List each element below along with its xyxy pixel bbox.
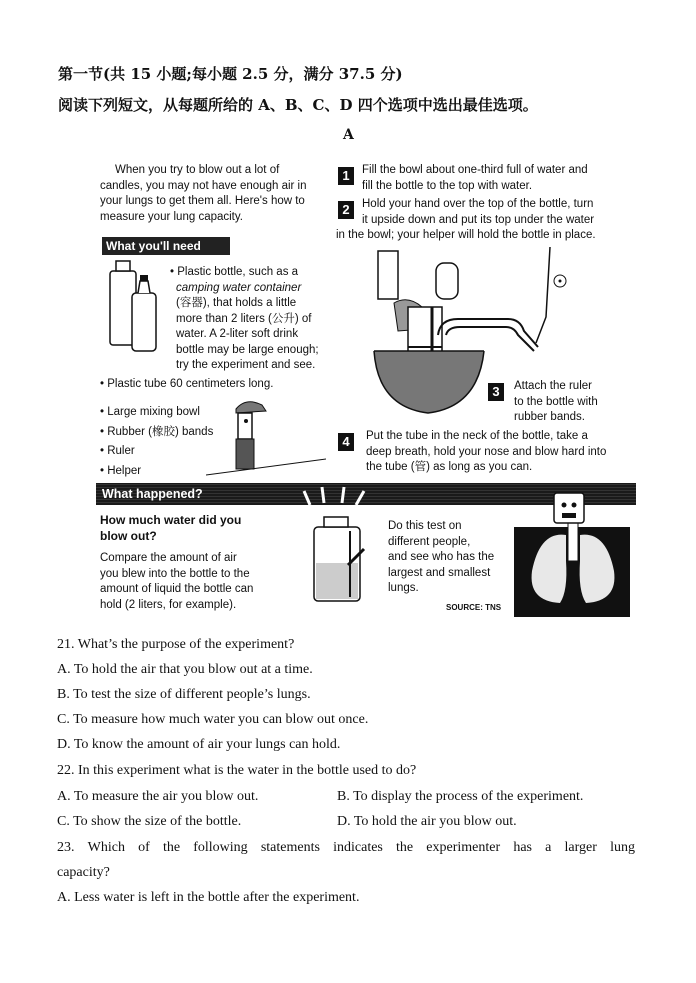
option: D. To know the amount of air your lungs can hold. — [57, 737, 341, 752]
step-line: rubber bands. — [514, 411, 585, 423]
test-line: different people, — [388, 535, 471, 548]
stem-word: 23. — [57, 840, 75, 855]
intro-line: your lungs to get them all. Here's how to — [100, 195, 305, 207]
step-line: Hold your hand over the top of the bottle, turn — [362, 198, 594, 210]
stem-word: the — [162, 840, 181, 855]
step-line: it upside down and put its top under the water — [362, 213, 595, 226]
step-1-text — [362, 163, 632, 194]
step-line: fill the bottle to the top with water. — [362, 179, 533, 192]
option: D. To hold the air you blow out. — [337, 814, 517, 829]
question-21-stem: 21. What’s the purpose of the experiment? — [57, 637, 295, 652]
option: A. To measure the air you blow out. — [57, 789, 259, 804]
item-plastic-tube: • Plastic tube 60 centimeters long. — [100, 378, 274, 390]
step-2-text — [336, 197, 632, 244]
item-bowl: • Large mixing bowl — [100, 406, 200, 418]
instruction: 阅读下列短文，从每题所给的 A、B、C、D 四个选项中选出最佳选项。 — [58, 96, 538, 114]
test-line: Do this test on — [388, 520, 462, 532]
stem-word: a — [545, 840, 552, 855]
intro-line: When you try to blow out a lot of — [115, 164, 280, 176]
step-line: deep breath, hold your nose and blow hard into — [366, 445, 607, 458]
compare-text — [100, 551, 300, 613]
option: B. To test the size of different people’s lungs. — [57, 687, 311, 702]
step-line: to the bottle with — [514, 395, 598, 408]
option: A. Less water is left in the bottle after the experiment. — [57, 890, 360, 905]
test-text — [388, 519, 518, 597]
step-line: Attach the ruler — [514, 380, 592, 392]
step-line: in the bowl; your helper will hold the bottle in place. — [336, 229, 596, 241]
question-title-line: blow out? — [100, 528, 157, 543]
lungs-illustration — [510, 491, 632, 617]
bottle-line: bottle may be large enough; — [176, 343, 319, 356]
option: C. To show the size of the bottle. — [57, 814, 242, 829]
need-title: What you'll need — [102, 237, 230, 255]
bottle-line: (容器), that holds a little — [176, 297, 297, 309]
stem-word: the — [396, 840, 414, 855]
bottle-line: water. A 2-liter soft drink — [176, 328, 299, 340]
question-23-stem-cont: capacity? — [57, 865, 110, 880]
bottle-line: • Plastic bottle, such as a — [170, 266, 299, 278]
happened-title: What happened? — [96, 483, 636, 505]
option: B. To display the process of the experiment. — [337, 789, 584, 804]
lung-capacity-figure — [96, 155, 634, 620]
step-line: Fill the bowl about one-third full of water and — [362, 164, 588, 176]
item-ruler: • Ruler — [100, 445, 135, 457]
question-title-line: How much water did you — [100, 513, 242, 527]
intro-line: candles, you may not have enough air in — [100, 179, 307, 192]
stem-word: Which — [87, 840, 125, 855]
stem-word: statements — [260, 840, 320, 855]
stem-word: lung — [610, 840, 635, 855]
items-list — [100, 403, 213, 481]
bottle-line: more than 2 liters (公升) of — [176, 312, 312, 325]
stem-word: has — [513, 840, 532, 855]
stem-word: larger — [564, 840, 597, 855]
bottle-line: camping water container — [176, 281, 302, 294]
step-3-text — [514, 379, 632, 426]
jug-illustration — [310, 511, 370, 607]
bottles-illustration — [106, 257, 166, 357]
option: C. To measure how much water you can blow out once. — [57, 712, 369, 727]
question-title — [100, 513, 241, 544]
stem-word: following — [193, 840, 248, 855]
step-number: 1 — [338, 167, 354, 185]
helper-illustration — [206, 395, 326, 477]
burst-decoration — [302, 485, 366, 509]
compare-line: hold (2 liters, for example). — [100, 598, 237, 611]
step-line: Put the tube in the neck of the bottle, take a — [366, 430, 588, 442]
question-22-stem: 22. In this experiment what is the water in the bottle used to do? — [57, 763, 417, 778]
passage-label: A — [343, 127, 354, 143]
stem-word: indicates — [333, 840, 383, 855]
test-line: and see who has the — [388, 551, 495, 563]
question-23-stem — [57, 840, 635, 856]
section-title: 第一节(共 15 小题;每小题 2.5 分，满分 37.5 分) — [58, 65, 403, 83]
stem-word: experimenter — [426, 840, 501, 855]
source-credit: SOURCE: TNS — [446, 603, 502, 612]
step-number: 3 — [488, 383, 504, 401]
bottle-line: try the experiment and see. — [176, 359, 316, 371]
stem-word: of — [138, 840, 150, 855]
intro-line: measure your lung capacity. — [100, 210, 243, 223]
step-4-text — [366, 429, 632, 476]
compare-line: Compare the amount of air — [100, 552, 237, 564]
step-number: 2 — [338, 201, 354, 219]
item-rubber-bands: • Rubber (橡胶) bands — [100, 425, 214, 438]
step-number: 4 — [338, 433, 354, 451]
option: A. To hold the air that you blow out at a time. — [57, 662, 313, 677]
test-line: largest and smallest — [388, 566, 491, 579]
bottle-description — [170, 265, 335, 374]
figure-intro — [100, 163, 330, 225]
compare-line: amount of liquid the bottle can — [100, 583, 254, 595]
compare-line: you blew into the bottle to the — [100, 567, 250, 580]
item-helper: • Helper — [100, 464, 142, 477]
step-line: the tube (管) as long as you can. — [366, 461, 533, 473]
test-line: lungs. — [388, 582, 419, 594]
